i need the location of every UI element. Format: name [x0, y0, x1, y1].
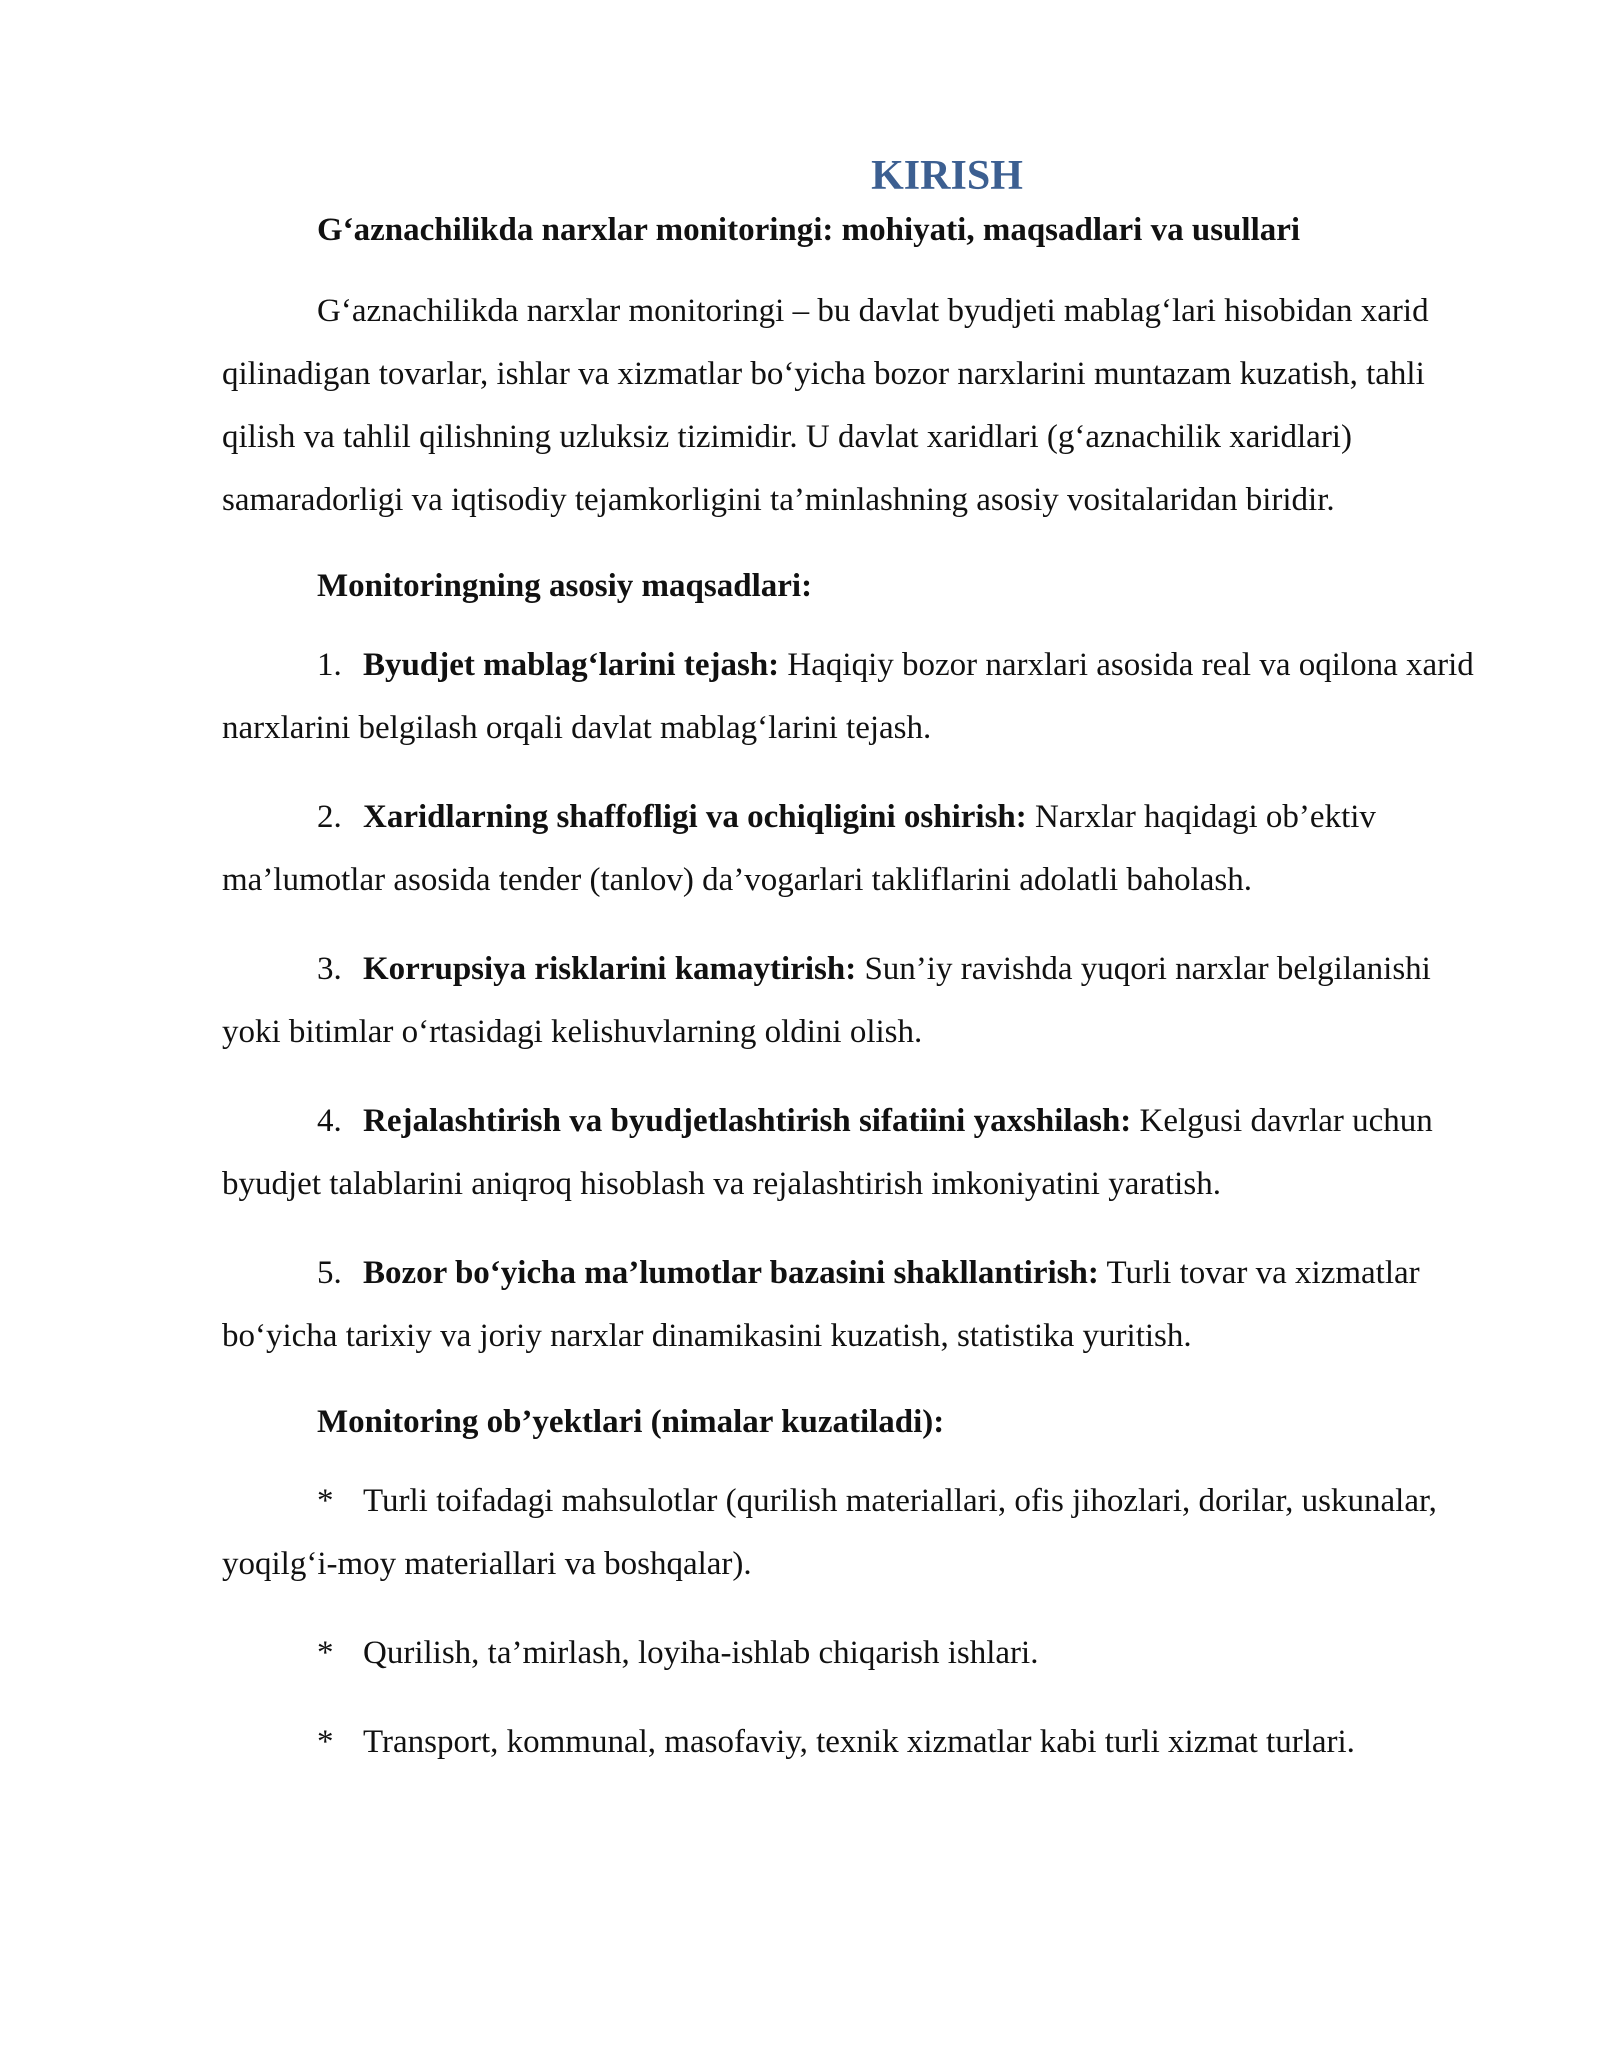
goal-item	[222, 1242, 1492, 1368]
goal-text: Turli tovar va xizmatlar bo‘yicha tarixiy va joriy narxlar dinamikasini kuzatish, statistika yuritish.	[222, 1255, 1420, 1354]
asterisk-bullet: *	[317, 1635, 334, 1671]
object-item	[222, 1622, 1492, 1685]
goals-list	[222, 634, 1492, 1368]
goal-number: 1.	[317, 647, 342, 683]
object-item	[222, 1470, 1492, 1596]
object-text: Transport, kommunal, masofaviy, texnik xizmatlar kabi turli xizmat turlari.	[363, 1724, 1355, 1760]
asterisk-bullet: *	[317, 1724, 334, 1760]
object-item	[222, 1711, 1492, 1774]
goal-text: Haqiqiy bozor narxlari asosida real va oqilona xarid narxlarini belgilash orqali davlat mablag‘larini tejash.	[222, 647, 1474, 746]
document-body	[222, 150, 1492, 1774]
page-subtitle: G‘aznachilikda narxlar monitoringi: mohiyati, maqsadlari va usullari	[317, 212, 1301, 248]
objects-heading: Monitoring ob’yektlari (nimalar kuzatiladi):	[317, 1404, 945, 1440]
goal-text: Sun’iy ravishda yuqori narxlar belgilanishi yoki bitimlar o‘rtasidagi kelishuvlarning oldini olish.	[222, 951, 1431, 1050]
goal-lead: Xaridlarning shaffofligi va ochiqligini oshirish:	[363, 799, 1027, 835]
asterisk-bullet: *	[317, 1483, 334, 1519]
goal-item	[222, 938, 1492, 1064]
goal-text: Narxlar haqidagi ob’ektiv ma’lumotlar asosida tender (tanlov) da’vogarlari takliflarini adolatli baholash.	[222, 799, 1376, 898]
goal-item	[222, 786, 1492, 912]
goal-number: 3.	[317, 951, 342, 987]
goal-lead: Byudjet mablag‘larini tejash:	[363, 647, 780, 683]
goals-heading: Monitoringning asosiy maqsadlari:	[317, 568, 813, 604]
goal-item	[222, 634, 1492, 760]
page-title: KIRISH	[871, 153, 1023, 199]
objects-list	[222, 1470, 1492, 1774]
intro-paragraph: G‘aznachilikda narxlar monitoringi – bu davlat byudjeti mablag‘lari hisobidan xarid qilinadigan tovarlar, ishlar va xizmatlar bo‘yicha bozor narxlarini muntazam kuzatish, tahli qilish va tahlil qilishning uzluksiz tizimidir. U davlat xaridlari (g‘aznachilik xaridlari) samaradorligi va iqtisodiy tejamkorligini ta’minlashning asosiy vositalaridan biridir.	[222, 293, 1429, 518]
goal-item	[222, 1090, 1492, 1216]
goal-lead: Korrupsiya risklarini kamaytirish:	[363, 951, 857, 987]
object-text: Qurilish, ta’mirlash, loyiha-ishlab chiqarish ishlari.	[363, 1635, 1039, 1671]
goal-number: 4.	[317, 1103, 342, 1139]
goal-lead: Rejalashtirish va byudjetlashtirish sifatiini yaxshilash:	[363, 1103, 1132, 1139]
goal-number: 5.	[317, 1255, 342, 1291]
goal-lead: Bozor bo‘yicha ma’lumotlar bazasini shakllantirish:	[363, 1255, 1099, 1291]
object-text: Turli toifadagi mahsulotlar (qurilish materiallari, ofis jihozlari, dorilar, uskunalar, yoqilg‘i-moy materiallari va boshqalar).	[222, 1483, 1437, 1582]
goal-text: Kelgusi davrlar uchun byudjet talablarini aniqroq hisoblash va rejalashtirish imkoniyatini yaratish.	[222, 1103, 1433, 1202]
goal-number: 2.	[317, 799, 342, 835]
